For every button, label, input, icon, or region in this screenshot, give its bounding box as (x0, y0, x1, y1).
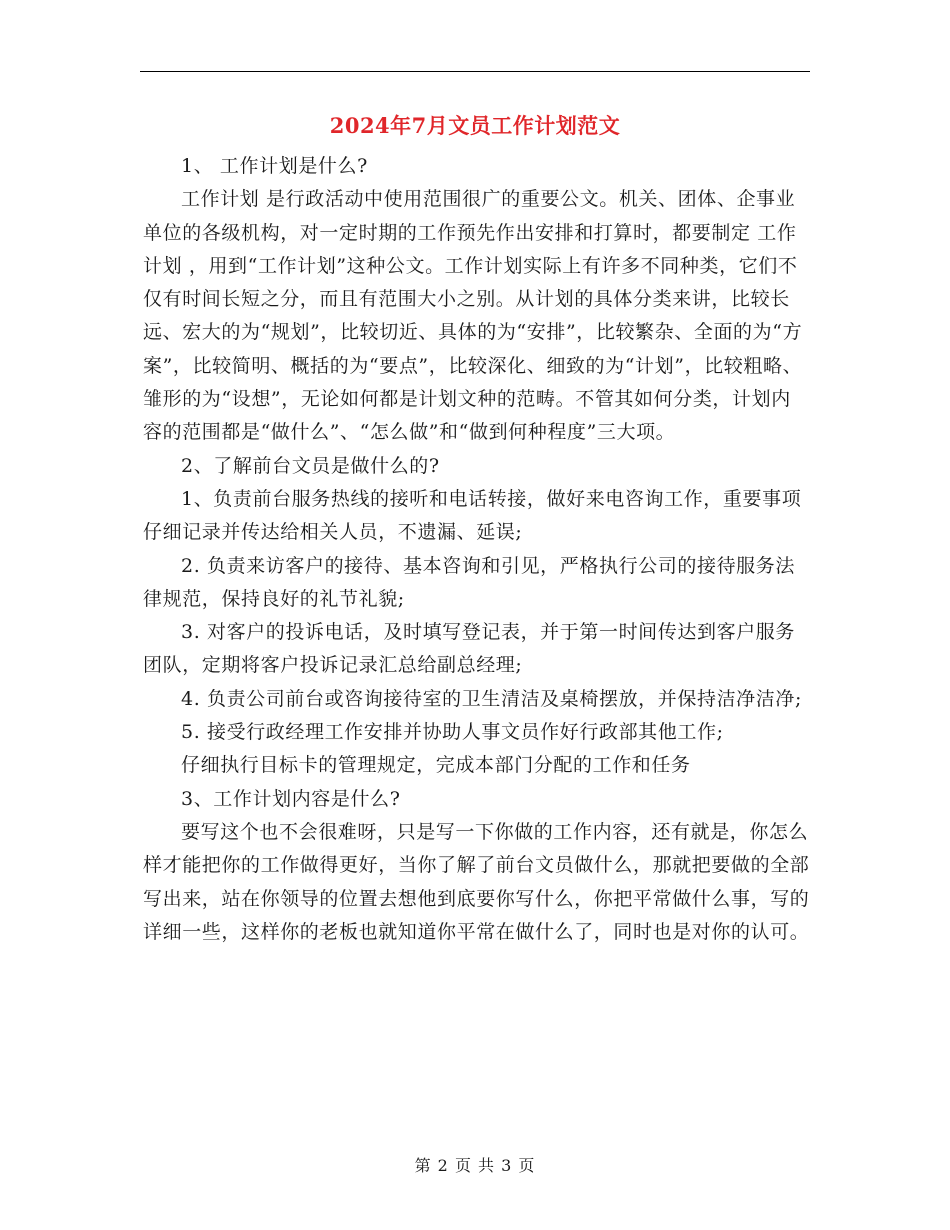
section-heading-1: 1、 工作计划是什么? (181, 155, 368, 177)
page-number: 第 2 页 共 3 页 (414, 1156, 536, 1175)
duty-item-4: 4. 负责公司前台或咨询接待室的卫生清洁及桌椅摆放，并保持洁净洁净; (181, 687, 802, 710)
document-title: 2024年7月文员工作计划范文 (329, 113, 621, 138)
duty-item-2: 2. 负责来访客户的接待、基本咨询和引见，严格执行公司的接待服务法律规范，保持良好的礼节礼貌; (143, 554, 795, 610)
paragraph-content: 要写这个也不会很难呀，只是写一下你做的工作内容，还有就是，你怎么样才能把你的工作做得更好，当你了解了前台文员做什么，那就把要做的全部写出来，站在你领导的位置去想他到底要你写什么，你把平常做什么事，写的详细一些，这样你的老板也就知道你平常在做什么了，同时也是对你的认可。 (143, 820, 810, 943)
header-rule (140, 71, 810, 72)
paragraph-definition: 工作计划 是行政活动中使用范围很广的重要公文。机关、团体、企事业单位的各级机构，对一定时期的工作预先作出安排和打算时，都要制定 工作计划 ，用到“工作计划”这种公文。工作计划实际上有许多不同种类，它们不仅有时间长短之分，而且有范围大小之别。从计划的具体分类来讲，比较长远、宏大的为“规划”，比较切近、具体的为“安排”，比较繁杂、全面的为“方案”，比较简明、概括的为“要点”，比较深化、细致的为“计划”，比较粗略、雏形的为“设想”，无论如何都是计划文种的范畴。不管其如何分类，计划内容的范围都是“做什么”、“怎么做”和“做到何种程度”三大项。 (143, 188, 803, 444)
section-heading-3: 3、工作计划内容是什么? (181, 787, 401, 810)
section-heading-2: 2、了解前台文员是做什么的? (181, 454, 440, 477)
duty-item-1: 1、负责前台服务热线的接听和电话转接，做好来电咨询工作，重要事项仔细记录并传达给相关人员，不遗漏、延误; (143, 487, 802, 544)
duty-item-3: 3. 对客户的投诉电话，及时填写登记表，并于第一时间传达到客户服务团队，定期将客户投诉记录汇总给副总经理; (143, 621, 795, 677)
document-body (143, 150, 810, 949)
duty-item-5: 5. 接受行政经理工作安排并协助人事文员作好行政部其他工作; (181, 721, 724, 744)
duty-item-6: 仔细执行目标卡的管理规定，完成本部门分配的工作和任务 (181, 754, 691, 777)
